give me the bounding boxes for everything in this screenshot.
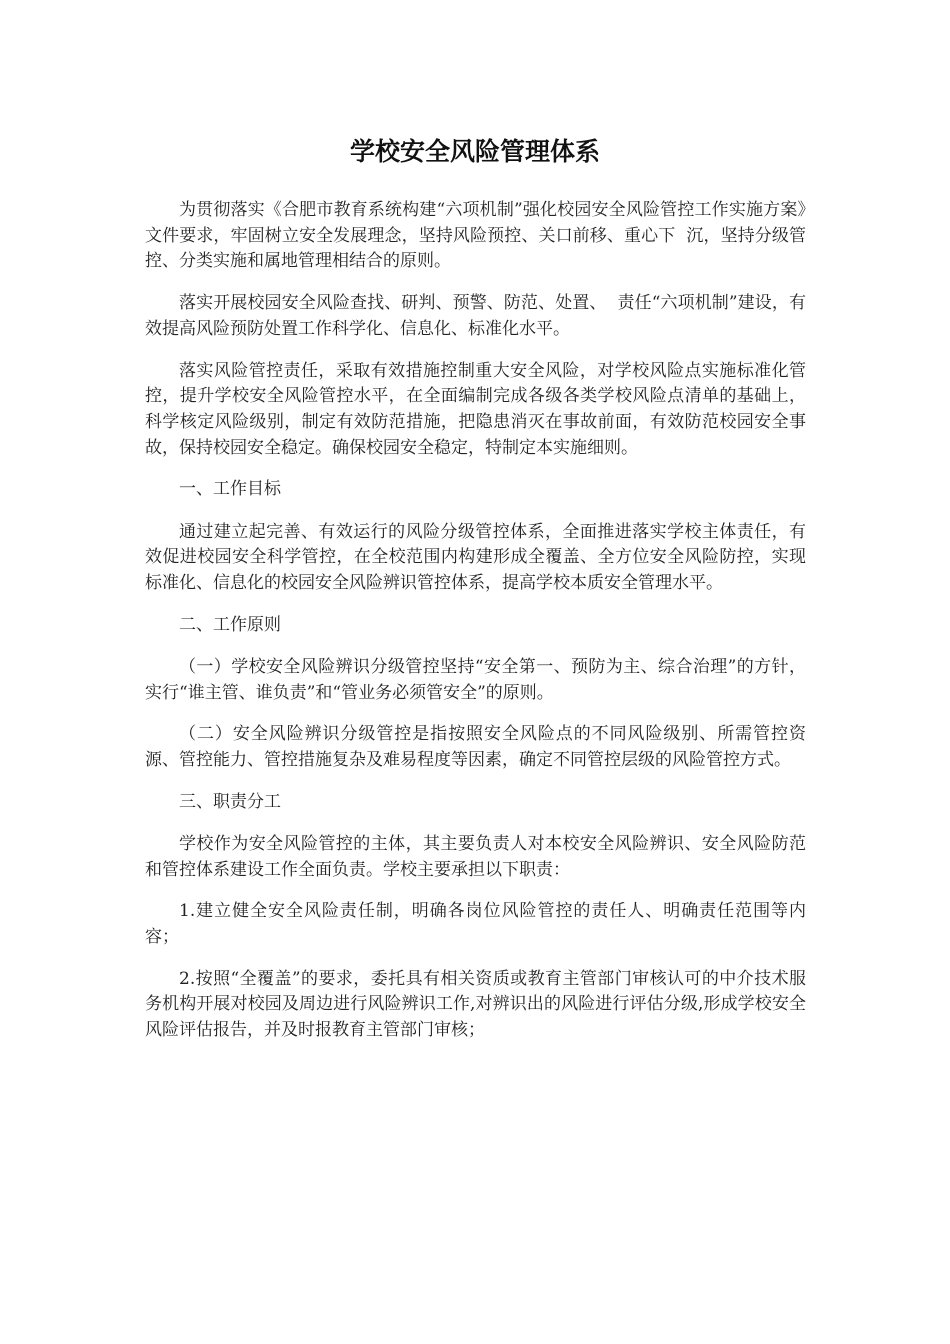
section-heading-duties: 三、职责分工	[179, 791, 281, 812]
section-heading-goals: 一、工作目标	[179, 479, 281, 500]
paragraph-principle-1: （一）学校安全风险辨识分级管控坚持“安全第一、预防为主、综合治理”的方针，实行“谁主管、谁负责”和“管业务必须管安全”的原则。	[145, 656, 806, 703]
document-body	[145, 198, 806, 1060]
paragraph-duty-2: 2.按照“全覆盖”的要求，委托具有相关资质或教育主管部门审核认可的中介技术服务机构开展对校园及周边进行风险辨识工作,对辨识出的风险进行评估分级,形成学校安全风险评估报告，并及时报教育主管部门审核；	[145, 968, 806, 1041]
paragraph-six-mechanisms: 落实开展校园安全风险查找、研判、预警、防范、处置、 责任“六项机制”建设，有效提高风险预防处置工作科学化、信息化、标准化水平。	[145, 293, 806, 339]
paragraph-goals: 通过建立起完善、有效运行的风险分级管控体系，全面推进落实学校主体责任，有效促进校园安全科学管控，在全校范围内构建形成全覆盖、全方位安全风险防控，实现标准化、信息化的校园安全风险辨识管控体系，提高学校本质安全管理水平。	[145, 521, 806, 593]
paragraph-risk-control: 落实风险管控责任，采取有效措施控制重大安全风险，对学校风险点实施标准化管控，提升学校安全风险管控水平，在全面编制完成各级各类学校风险点清单的基础上，科学核定风险级别，制定有效防范措施，把隐患消灭在事故前面，有效防范校园安全事故，保持校园安全稳定。确保校园安全稳定，特制定本实施细则。	[145, 360, 806, 458]
section-heading-principles: 二、工作原则	[179, 614, 281, 635]
document-title: 学校安全风险管理体系	[349, 137, 600, 166]
paragraph-duty-1: 1.建立健全安全风险责任制，明确各岗位风险管控的责任人、明确责任范围等内容；	[145, 901, 806, 947]
paragraph-principle-2: （二）安全风险辨识分级管控是指按照安全风险点的不同风险级别、所需管控资源、管控能力、管控措施复杂及难易程度等因素，确定不同管控层级的风险管控方式。	[145, 724, 806, 770]
paragraph-duties-intro: 学校作为安全风险管控的主体，其主要负责人对本校安全风险辨识、安全风险防范和管控体系建设工作全面负责。学校主要承担以下职责：	[145, 833, 806, 880]
paragraph-intro: 为贯彻落实《合肥市教育系统构建“六项机制”强化校园安全风险管控工作实施方案》文件要求，牢固树立安全发展理念，坚持风险预控、关口前移、重心下 沉，坚持分级管控、分类实施和属地管理相结合的原则。	[145, 200, 806, 272]
